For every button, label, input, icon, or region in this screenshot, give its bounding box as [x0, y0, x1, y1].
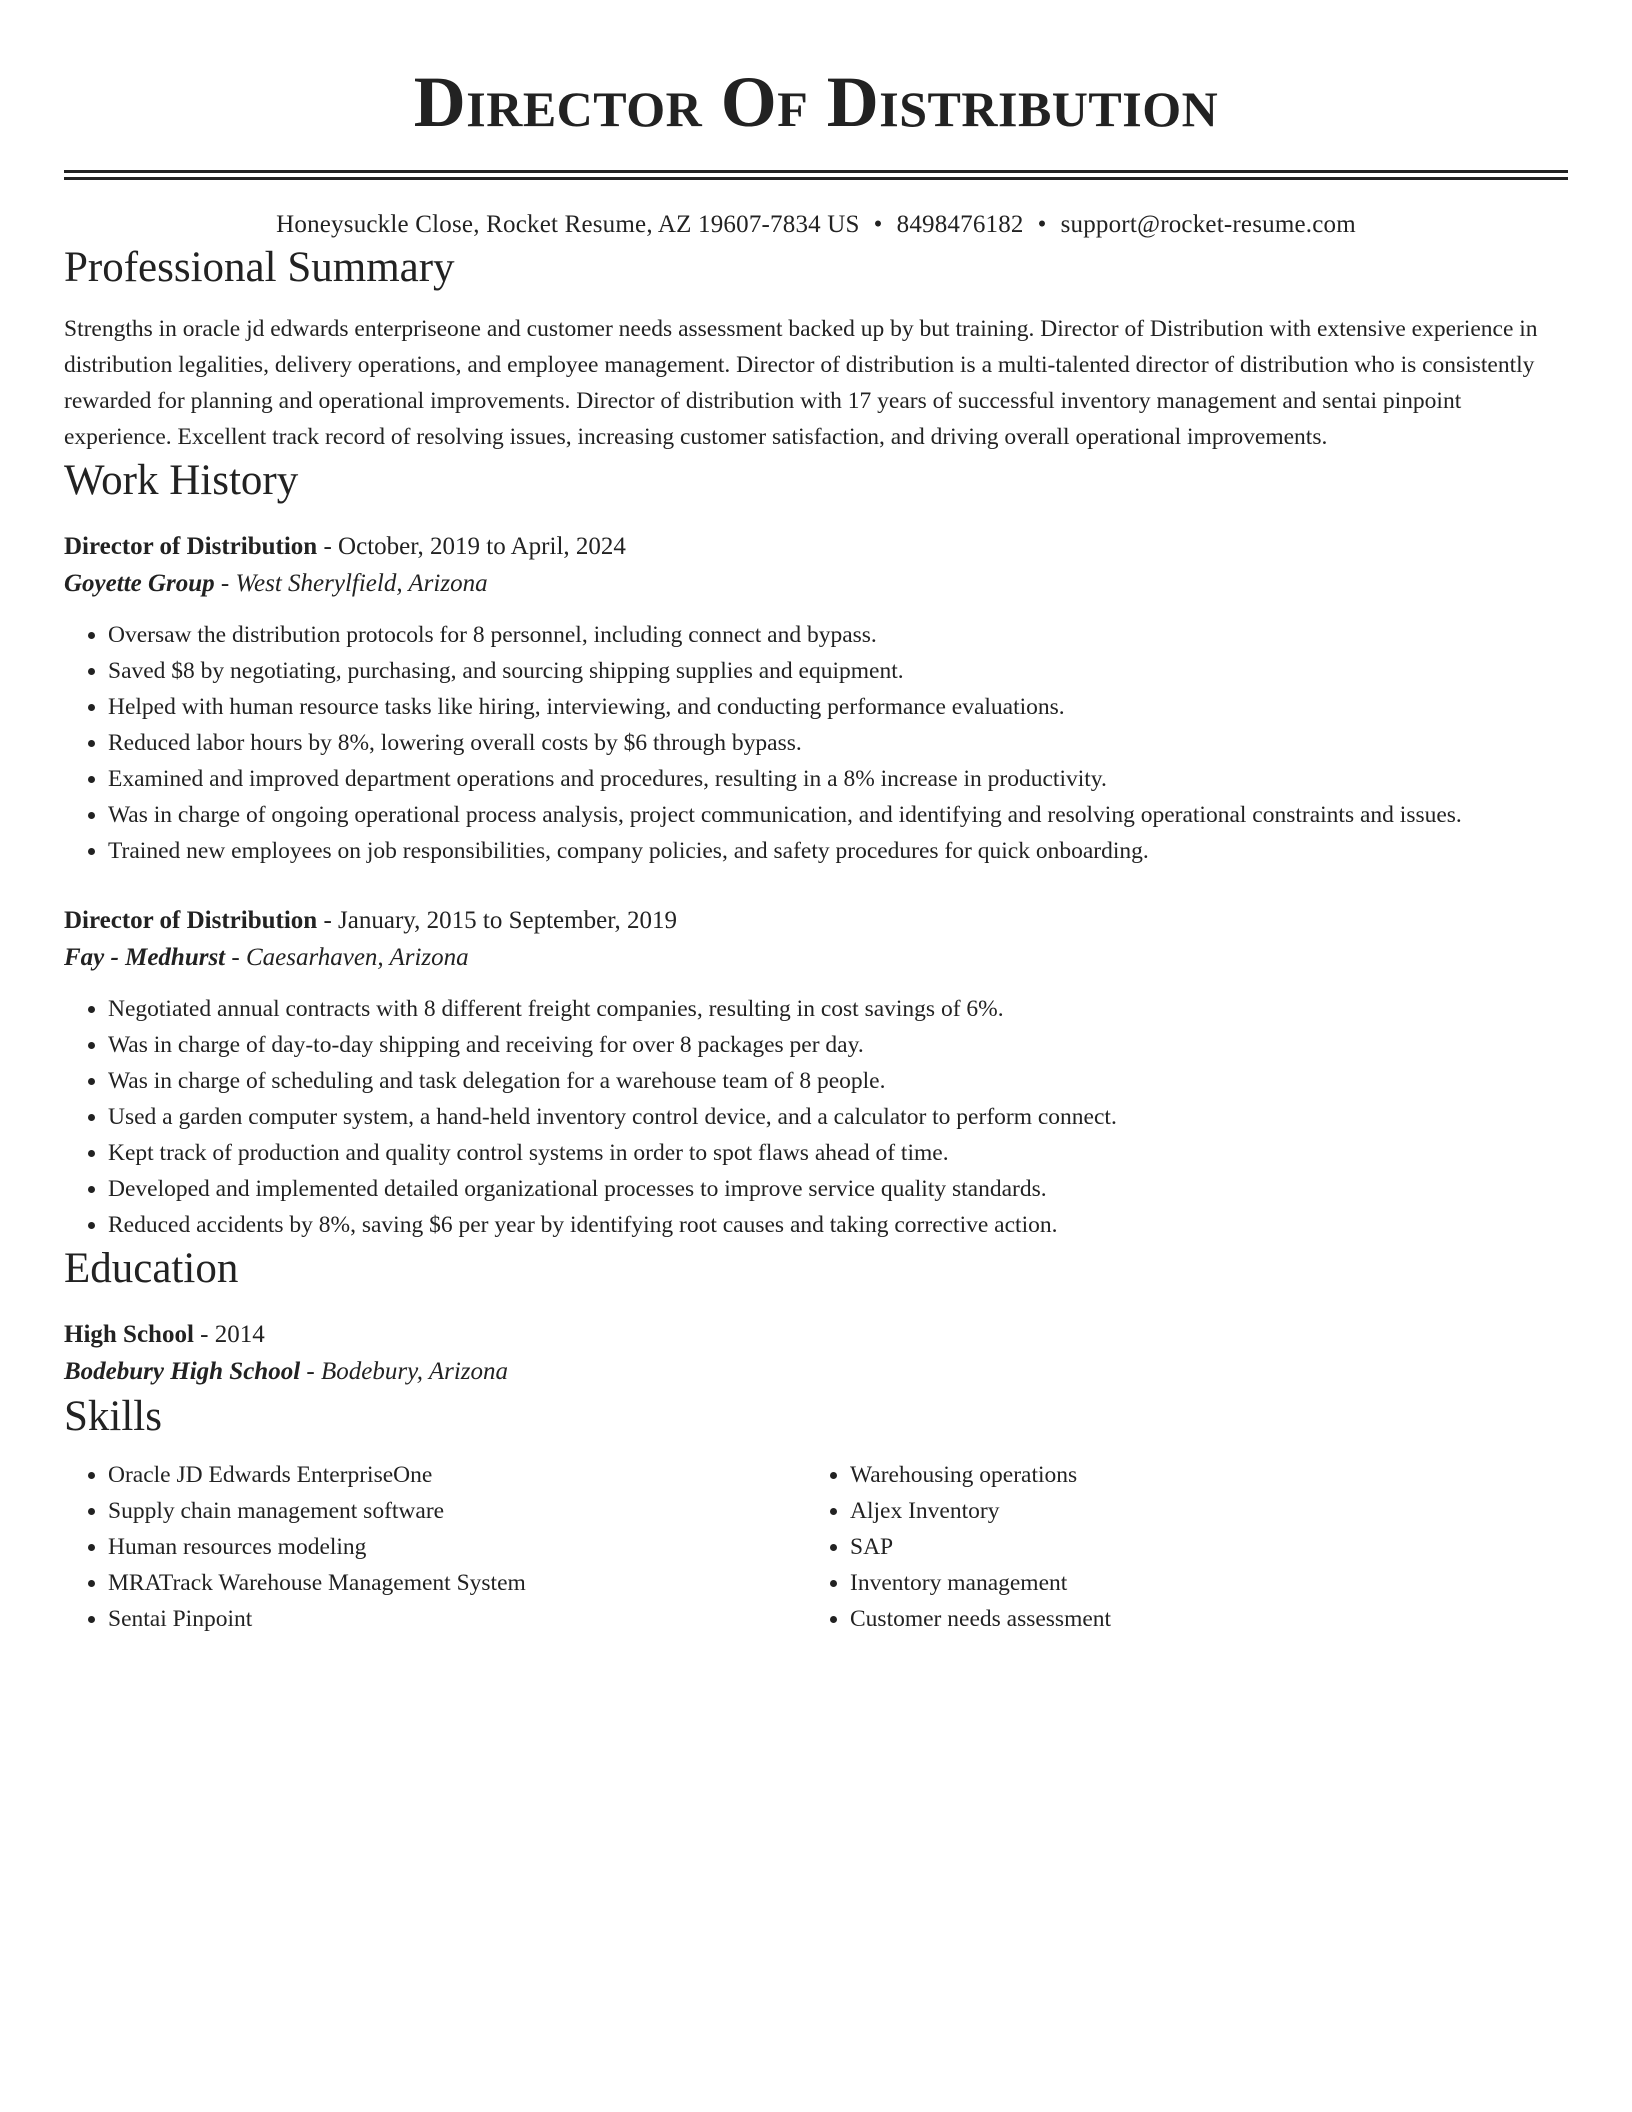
contact-separator: • — [873, 211, 883, 238]
contact-line — [64, 208, 1568, 242]
job-title-line — [64, 903, 1568, 939]
education-school: Bodebury High School — [64, 1358, 301, 1385]
contact-separator: • — [1037, 211, 1047, 238]
skill-item: • Warehousing operations — [850, 1457, 1548, 1493]
list-item: • Trained new employees on job responsibilities, company policies, and safety procedures for quick onboarding. — [108, 833, 1568, 869]
skill-item: • Customer needs assessment — [850, 1601, 1548, 1637]
education-heading: Education — [64, 1245, 239, 1292]
title-double-rule — [64, 170, 1568, 180]
list-item: • Reduced accidents by 8%, saving $6 per year by identifying root causes and taking corrective action. — [108, 1207, 1568, 1243]
resume-title: Director Of Distribution — [413, 62, 1219, 142]
job-company: Fay - Medhurst — [64, 944, 226, 971]
job-position: Director of Distribution — [64, 533, 318, 560]
work-history-heading: Work History — [64, 457, 299, 504]
skill-item: • Sentai Pinpoint — [108, 1601, 806, 1637]
list-item: • Kept track of production and quality control systems in order to spot flaws ahead of time. — [108, 1135, 1568, 1171]
list-item: • Saved $8 by negotiating, purchasing, and sourcing shipping supplies and equipment. — [108, 653, 1568, 689]
job-entry — [64, 529, 1568, 869]
job-entry — [64, 903, 1568, 1243]
skill-item: • Inventory management — [850, 1565, 1548, 1601]
list-item: • Helped with human resource tasks like hiring, interviewing, and conducting performance evaluations. — [108, 689, 1568, 725]
job-title-line — [64, 529, 1568, 565]
summary-text: Strengths in oracle jd edwards enterpriseone and customer needs assessment backed up by but training. Director of Distribution with extensive experience in distribution legalities, delivery operations, and employee management. Director of distribution is a multi-talented director of distribution who is consistently rewarded for planning and operational improvements. Director of distribution with 17 years of successful inventory management and sentai pinpoint experience. Excellent track record of resolving issues, increasing customer satisfaction, and driving overall operational improvements. — [64, 316, 1538, 450]
job-company-line — [64, 939, 1568, 977]
summary-heading: Professional Summary — [64, 244, 455, 291]
skill-item: • MRATrack Warehouse Management System — [108, 1565, 806, 1601]
contact-phone: 8498476182 — [896, 211, 1024, 238]
list-item: • Was in charge of ongoing operational process analysis, project communication, and identifying and resolving operational constraints and issues. — [108, 797, 1568, 833]
list-item: • Developed and implemented detailed organizational processes to improve service quality standards. — [108, 1171, 1568, 1207]
skills-list-left — [64, 1457, 806, 1637]
job-dates: - October, 2019 to April, 2024 — [317, 533, 626, 560]
education-school-line — [64, 1353, 1568, 1391]
job-dates: - January, 2015 to September, 2019 — [317, 907, 678, 934]
skills-columns — [64, 1457, 1568, 1637]
job-location: - Caesarhaven, Arizona — [225, 944, 469, 971]
education-year: - 2014 — [193, 1321, 265, 1348]
skill-item: • Human resources modeling — [108, 1529, 806, 1565]
list-item: • Negotiated annual contracts with 8 different freight companies, resulting in cost savings of 6%. — [108, 991, 1568, 1027]
list-item: • Was in charge of day-to-day shipping and receiving for over 8 packages per day. — [108, 1027, 1568, 1063]
skill-item: • Supply chain management software — [108, 1493, 806, 1529]
job-location: - West Sherylfield, Arizona — [214, 570, 488, 597]
education-degree: High School — [64, 1321, 194, 1348]
contact-email: support@rocket-resume.com — [1060, 211, 1356, 238]
list-item: • Used a garden computer system, a hand-held inventory control device, and a calculator to perform connect. — [108, 1099, 1568, 1135]
list-item: • Was in charge of scheduling and task delegation for a warehouse team of 8 people. — [108, 1063, 1568, 1099]
job-bullet-list — [64, 991, 1568, 1243]
skills-list-right — [806, 1457, 1548, 1637]
skill-item: • Aljex Inventory — [850, 1493, 1548, 1529]
list-item: • Examined and improved department operations and procedures, resulting in a 8% increase in productivity. — [108, 761, 1568, 797]
job-position: Director of Distribution — [64, 907, 318, 934]
education-entry — [64, 1317, 1568, 1391]
job-bullet-list — [64, 617, 1568, 869]
skills-heading: Skills — [64, 1393, 162, 1440]
skill-item: • SAP — [850, 1529, 1548, 1565]
list-item: • Oversaw the distribution protocols for 8 personnel, including connect and bypass. — [108, 617, 1568, 653]
skill-item: • Oracle JD Edwards EnterpriseOne — [108, 1457, 806, 1493]
job-company-line — [64, 565, 1568, 603]
education-degree-line — [64, 1317, 1568, 1353]
list-item: • Reduced labor hours by 8%, lowering overall costs by $6 through bypass. — [108, 725, 1568, 761]
education-location: - Bodebury, Arizona — [300, 1358, 509, 1385]
contact-address: Honeysuckle Close, Rocket Resume, AZ 19607-7834 US — [276, 211, 860, 238]
job-company: Goyette Group — [64, 570, 215, 597]
